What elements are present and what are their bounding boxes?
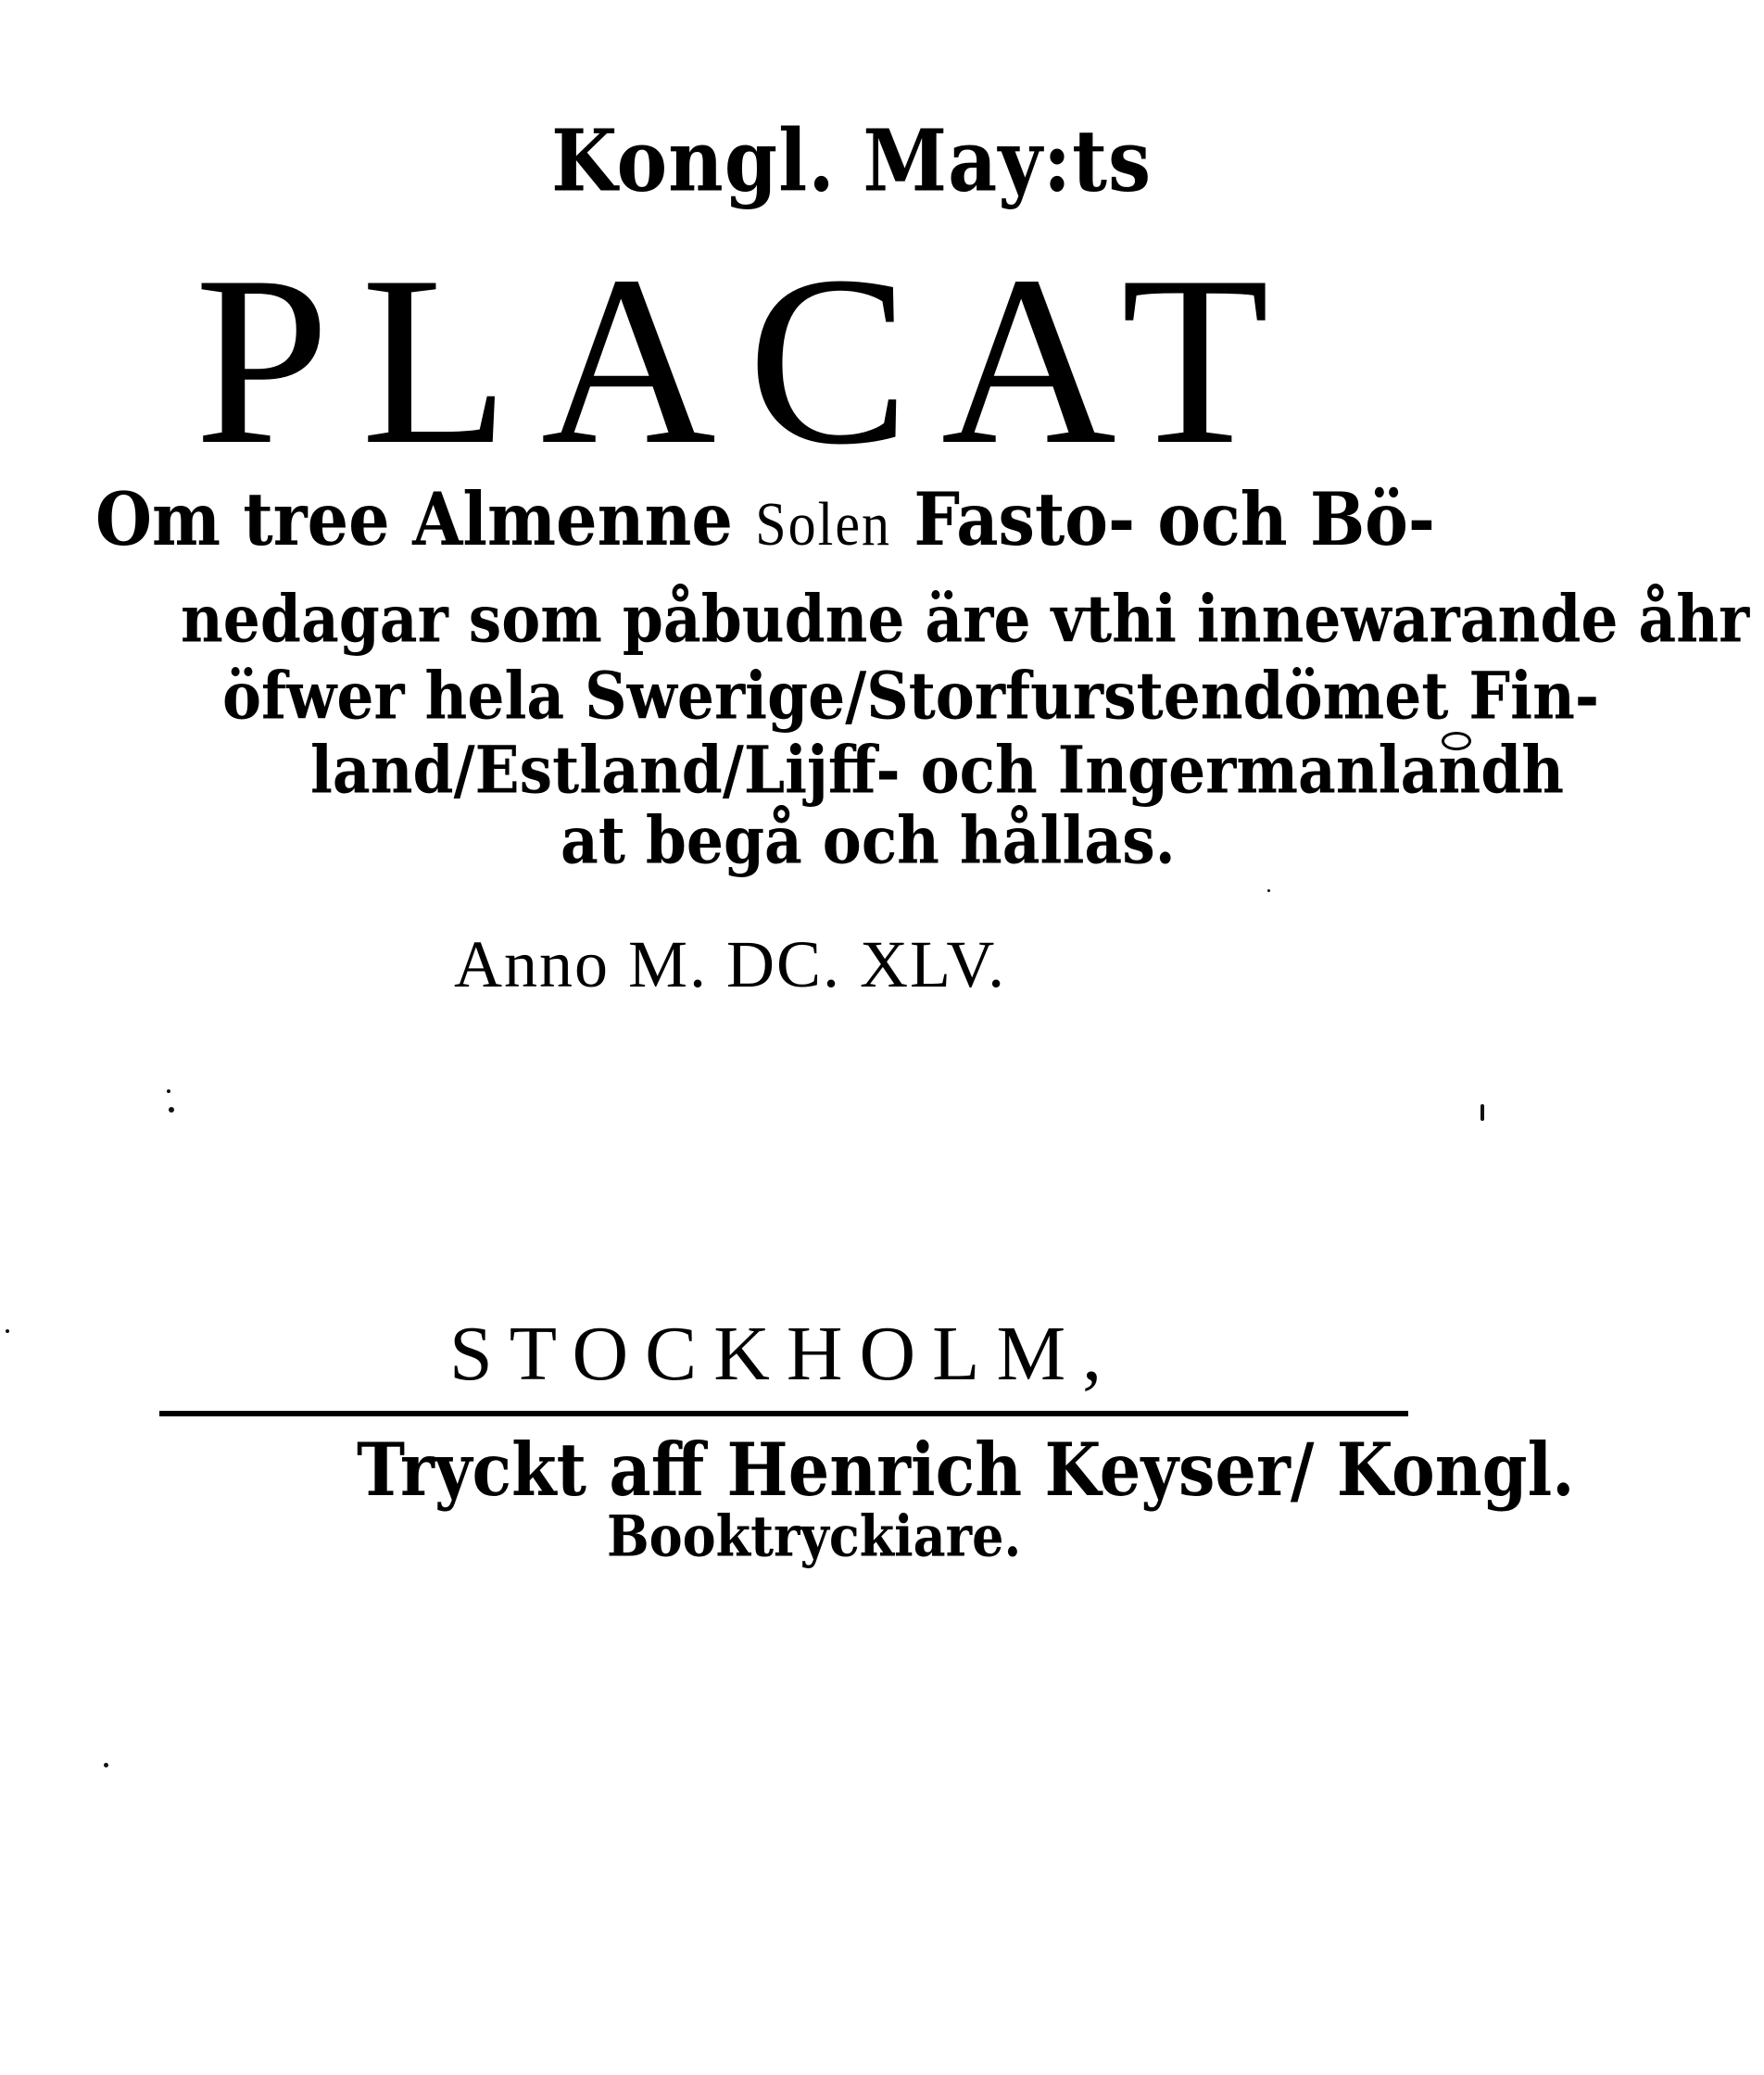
royal-heading: Kongl. May:ts	[551, 111, 1153, 211]
print-speck	[1480, 1104, 1484, 1121]
body-line-4: land/Estland/Lijff- och Ingermanlandh	[310, 731, 1565, 809]
date-line: Anno M. DC. XLV.	[454, 927, 1007, 1001]
imprint-place: STOCKHOLM,	[449, 1311, 1119, 1397]
document-title: PLACAT	[195, 226, 1301, 495]
body-line-3: öfwer hela Swerige/Storfurstendömet Fin-	[222, 657, 1600, 735]
print-speck	[167, 1089, 170, 1093]
body-line-2: nedagar som påbudne äre vthi innewarande åhr	[181, 580, 1750, 658]
imprint-printer-line-2: Booktryckiare.	[607, 1503, 1022, 1570]
ornament-mark	[1442, 732, 1471, 750]
print-speck	[104, 1763, 108, 1767]
body-line-5: at begå och hållas.	[561, 801, 1176, 879]
print-speck	[6, 1329, 9, 1333]
body-line-1	[95, 476, 1435, 563]
print-speck	[169, 1107, 174, 1113]
body-line-1-post: Fasto- och Bö-	[890, 476, 1435, 563]
imprint-rule	[159, 1411, 1408, 1416]
body-line-1-pre: Om tree Almenne	[95, 476, 756, 563]
body-line-1-roman: Solen	[755, 489, 891, 559]
imprint-printer-line-1: Tryckt aff Henrich Keyser/ Kongl.	[357, 1427, 1575, 1514]
print-speck	[1267, 889, 1270, 892]
